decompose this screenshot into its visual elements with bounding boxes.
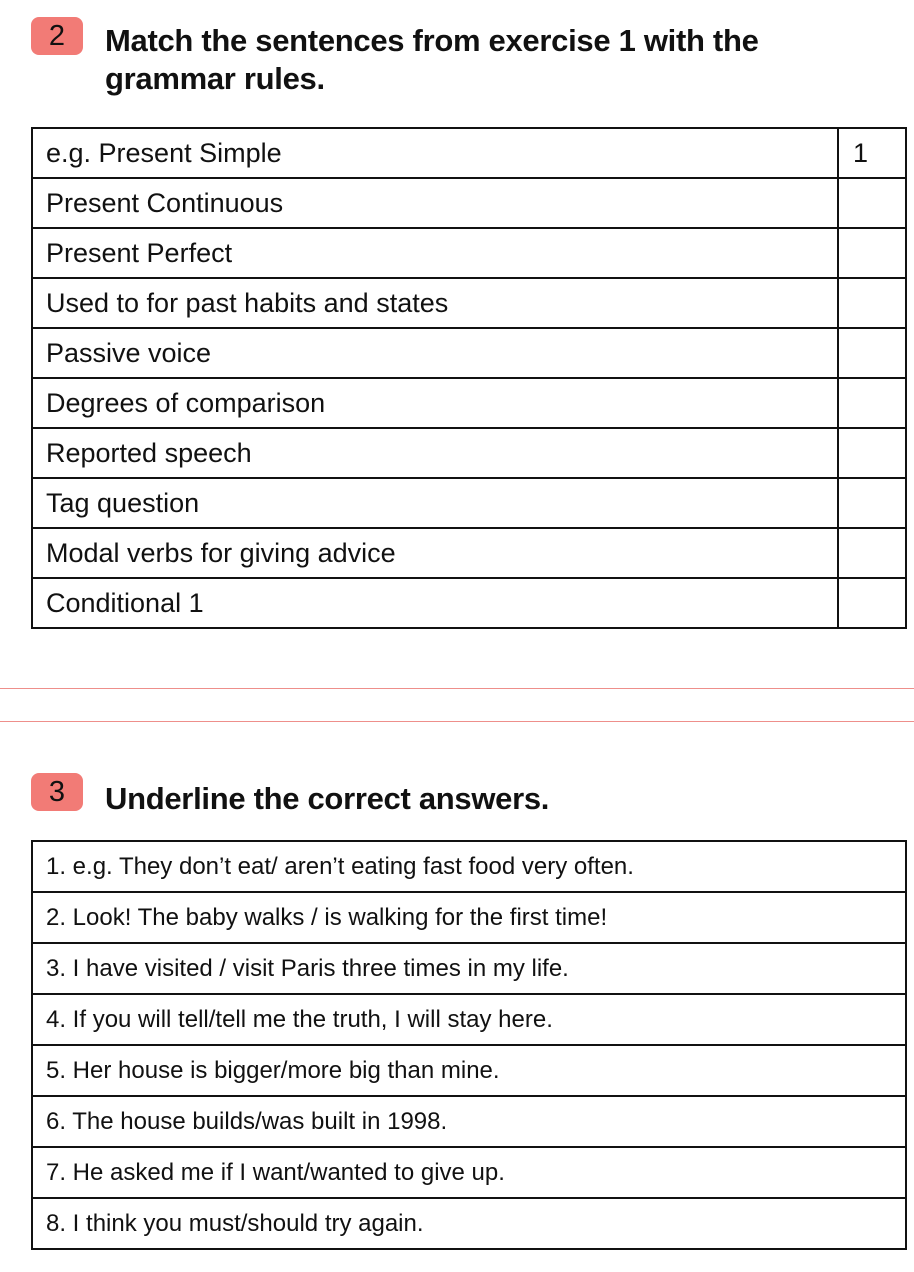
table-row <box>32 528 906 578</box>
answer-cell[interactable] <box>838 228 906 278</box>
sentence-cell[interactable]: 5. Her house is bigger/more big than mine. <box>32 1045 906 1096</box>
answer-cell[interactable]: 1 <box>838 128 906 178</box>
answer-cell[interactable] <box>838 378 906 428</box>
grammar-rule-cell: Passive voice <box>32 328 838 378</box>
grammar-rule-cell: Modal verbs for giving advice <box>32 528 838 578</box>
sentence-cell[interactable]: 2. Look! The baby walks / is walking for the first time! <box>32 892 906 943</box>
table-row <box>32 994 906 1045</box>
grammar-rule-cell: e.g. Present Simple <box>32 128 838 178</box>
grammar-rule-cell: Tag question <box>32 478 838 528</box>
exercise-2-title-line-2: grammar rules. <box>105 61 325 96</box>
answer-cell[interactable] <box>838 528 906 578</box>
table-row <box>32 178 906 228</box>
table-row <box>32 478 906 528</box>
table-row <box>32 1045 906 1096</box>
sentence-cell[interactable]: 4. If you will tell/tell me the truth, I will stay here. <box>32 994 906 1045</box>
table-row <box>32 943 906 994</box>
grammar-rule-cell: Conditional 1 <box>32 578 838 628</box>
correct-answers-table <box>31 840 907 1250</box>
table-row <box>32 328 906 378</box>
grammar-rule-cell: Used to for past habits and states <box>32 278 838 328</box>
grammar-rule-cell: Present Perfect <box>32 228 838 278</box>
table-row <box>32 128 906 178</box>
grammar-rule-cell: Reported speech <box>32 428 838 478</box>
table-row <box>32 1096 906 1147</box>
table-row <box>32 578 906 628</box>
table-row <box>32 841 906 892</box>
grammar-rule-cell: Present Continuous <box>32 178 838 228</box>
answer-cell[interactable] <box>838 478 906 528</box>
answer-cell[interactable] <box>838 178 906 228</box>
table-row <box>32 428 906 478</box>
exercise-2-title-line-1: Match the sentences from exercise 1 with the <box>105 23 759 58</box>
table-row <box>32 892 906 943</box>
grammar-rule-cell: Degrees of comparison <box>32 378 838 428</box>
sentence-cell[interactable]: 7. He asked me if I want/wanted to give up. <box>32 1147 906 1198</box>
table-row <box>32 228 906 278</box>
exercise-3-number-badge: 3 <box>31 773 83 811</box>
answer-cell[interactable] <box>838 328 906 378</box>
page-divider-top <box>0 688 914 689</box>
table-row <box>32 278 906 328</box>
grammar-rules-table <box>31 127 907 629</box>
answer-cell[interactable] <box>838 278 906 328</box>
page-divider-bottom <box>0 721 914 722</box>
answer-cell[interactable] <box>838 578 906 628</box>
table-row <box>32 1147 906 1198</box>
sentence-cell[interactable]: 6. The house builds/was built in 1998. <box>32 1096 906 1147</box>
sentence-cell[interactable]: 3. I have visited / visit Paris three times in my life. <box>32 943 906 994</box>
exercise-2-number-badge: 2 <box>31 17 83 55</box>
exercise-2-title <box>105 22 759 98</box>
table-row <box>32 1198 906 1249</box>
answer-cell[interactable] <box>838 428 906 478</box>
exercise-3-title: Underline the correct answers. <box>105 781 550 816</box>
sentence-cell[interactable]: 1. e.g. They don’t eat/ aren’t eating fast food very often. <box>32 841 906 892</box>
sentence-cell[interactable]: 8. I think you must/should try again. <box>32 1198 906 1249</box>
table-row <box>32 378 906 428</box>
